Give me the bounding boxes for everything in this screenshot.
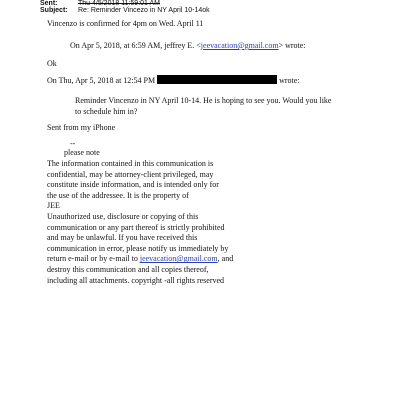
confirmation-line: Vincenzo is confirmed for 4pm on Wed. April 11: [47, 19, 204, 28]
confidentiality-notice: [47, 159, 233, 286]
notice-line: communication or any part thereof is strictly prohibited: [47, 222, 225, 232]
dashes: --: [70, 139, 76, 148]
subject-row: [40, 7, 210, 14]
notice-line: JEE: [47, 201, 60, 211]
notice-line: and may be unlawful. If you have received this: [47, 233, 198, 243]
jeevacation-email-link[interactable]: jeevacation@gmail.com: [200, 41, 279, 50]
notice-email-link[interactable]: jeevacation@gmail.com: [139, 254, 218, 264]
sent-row: [40, 0, 160, 7]
sent-from-line: Sent from my iPhone: [47, 123, 116, 132]
subject-value: Re: Reminder Vincezo in NY April 10-14ok: [78, 7, 210, 14]
notice-line: confidential, may be attorney-client privileged, may: [47, 169, 214, 179]
notice-line-suffix: , and: [217, 254, 234, 264]
sent-value: Thu 4/5/2018 11:59:01 AM: [78, 0, 160, 7]
note-heading: please note: [64, 148, 100, 157]
sent-label: Sent:: [40, 0, 58, 7]
quote-header-1-prefix: On Apr 5, 2018, at 6:59 AM, jeffrey E. <: [70, 41, 201, 50]
quote-header-1: [70, 41, 306, 51]
notice-line: Unauthorized use, disclosure or copying of this: [47, 211, 199, 221]
reminder-line-1: Reminder Vincenzo in NY April 10-14. He is hoping to see you. Would you like: [75, 96, 332, 105]
reminder-line-2: to schedule him in?: [75, 107, 138, 116]
quote-header-2-suffix: wrote:: [279, 76, 300, 85]
notice-line: destroy this communication and all copies thereof,: [47, 264, 209, 274]
quote-header-2-prefix: On Thu, Apr 5, 2018 at 12:54 PM: [47, 76, 156, 85]
notice-line: including all attachments. copyright -all rights reserved: [47, 275, 225, 285]
quote-header-2: [47, 75, 300, 86]
notice-line: [47, 254, 233, 265]
notice-line: constitute inside information, and is intended only for: [47, 180, 219, 190]
redaction-bar: [157, 75, 277, 84]
ok-line: Ok: [47, 59, 57, 68]
notice-line-prefix: return e-mail or by e-mail to: [47, 254, 140, 264]
quote-header-1-suffix: > wrote:: [278, 41, 306, 50]
notice-line: communication in error, please notify us immediately by: [47, 243, 229, 253]
subject-label: Subject:: [40, 7, 68, 14]
notice-line: the use of the addressee. It is the property of: [47, 190, 189, 200]
notice-line: The information contained in this communication is: [47, 159, 214, 168]
